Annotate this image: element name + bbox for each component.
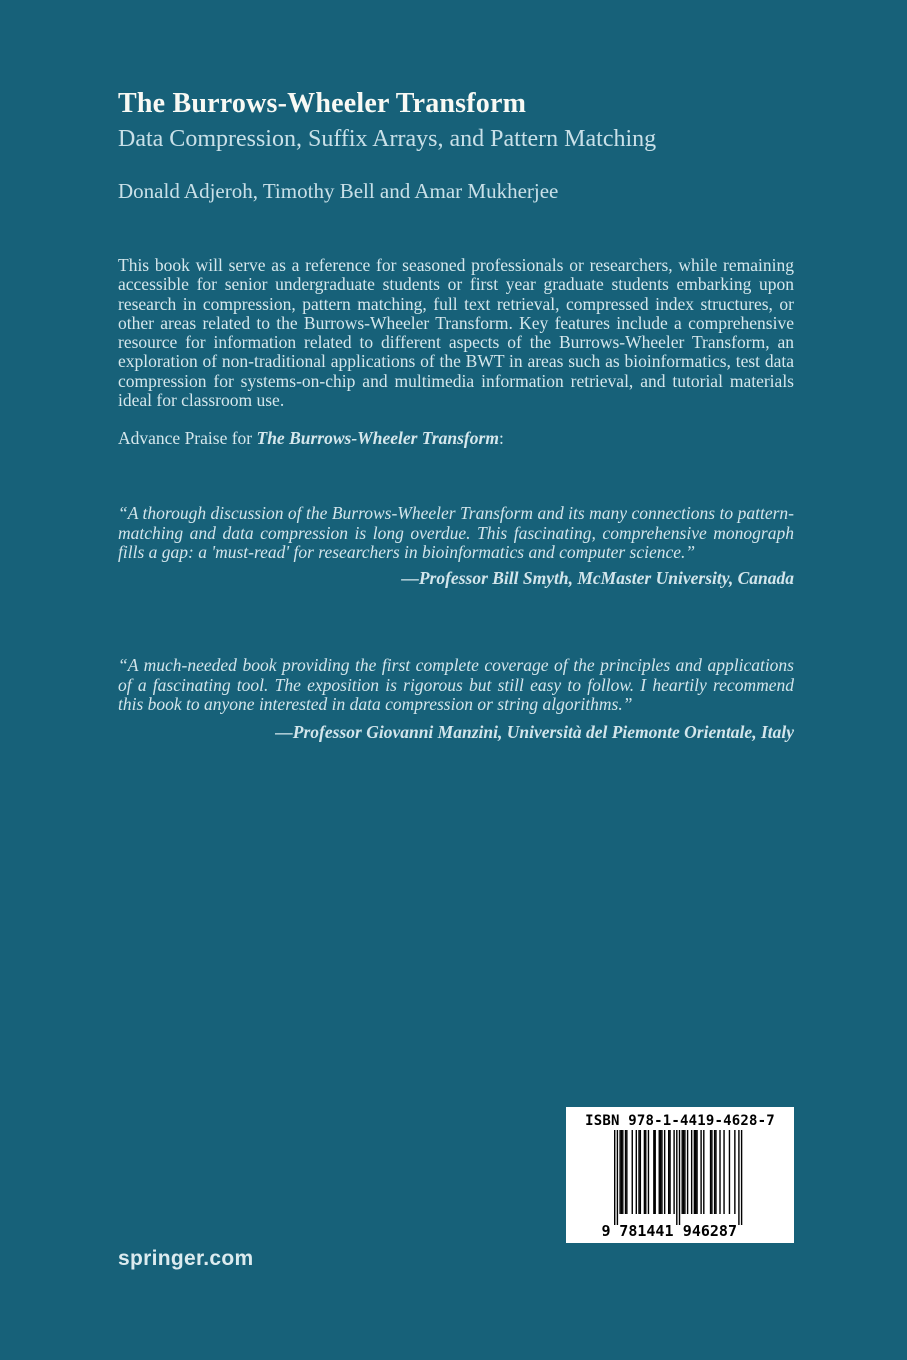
barcode-panel: [566, 1107, 794, 1243]
advance-praise-prefix: Advance Praise for: [118, 428, 257, 448]
praise-attribution-2: —Professor Giovanni Manzini, Università del Piemonte Orientale, Italy: [275, 722, 794, 742]
praise-quote-1: “A thorough discussion of the Burrows-Wheeler Transform and its many connections to pattern-matching and data compression is long overdue. This fascinating, comprehensive monograph fills a gap: a 'must-read' for researchers in bioinformatics and computer science.”: [118, 503, 794, 562]
book-authors: Donald Adjeroh, Timothy Bell and Amar Mukherjee: [118, 179, 559, 203]
praise-quote-2: “A much-needed book providing the first complete coverage of the principles and applications of a fascinating tool. The exposition is rigorous but still easy to follow. I heartily recommend this book to anyone interested in data compression or string algorithms.”: [118, 655, 794, 714]
book-description: This book will serve as a reference for seasoned professionals or researchers, while remaining accessible for senior undergraduate students or first year graduate students embarking upon research in compression, pattern matching, full text retrieval, compressed index structures, or other areas related to the Burrows-Wheeler Transform. Key features include a comprehensive resource for information related to different aspects of the Burrows-Wheeler Transform, an exploration of non-traditional applications of the BWT in areas such as bioinformatics, test data compression for systems-on-chip and multimedia information retrieval, and tutorial materials ideal for classroom use.: [118, 255, 794, 411]
svg-text:9: 9: [601, 1222, 611, 1238]
advance-praise-heading: [118, 428, 794, 449]
publisher-url: springer.com: [118, 1247, 254, 1270]
praise-attribution-1: —Professor Bill Smyth, McMaster University, Canada: [401, 568, 794, 588]
svg-text:781441: 781441: [619, 1222, 674, 1238]
book-subtitle: Data Compression, Suffix Arrays, and Pattern Matching: [118, 126, 657, 152]
barcode-bars: [600, 1130, 760, 1238]
svg-text:946287: 946287: [682, 1222, 737, 1238]
advance-praise-suffix: :: [498, 428, 504, 448]
barcode-isbn-text: ISBN 978-1-4419-4628-7: [585, 1113, 775, 1129]
book-title: The Burrows-Wheeler Transform: [118, 88, 527, 119]
advance-praise-book-title: The Burrows-Wheeler Transform: [256, 428, 499, 448]
